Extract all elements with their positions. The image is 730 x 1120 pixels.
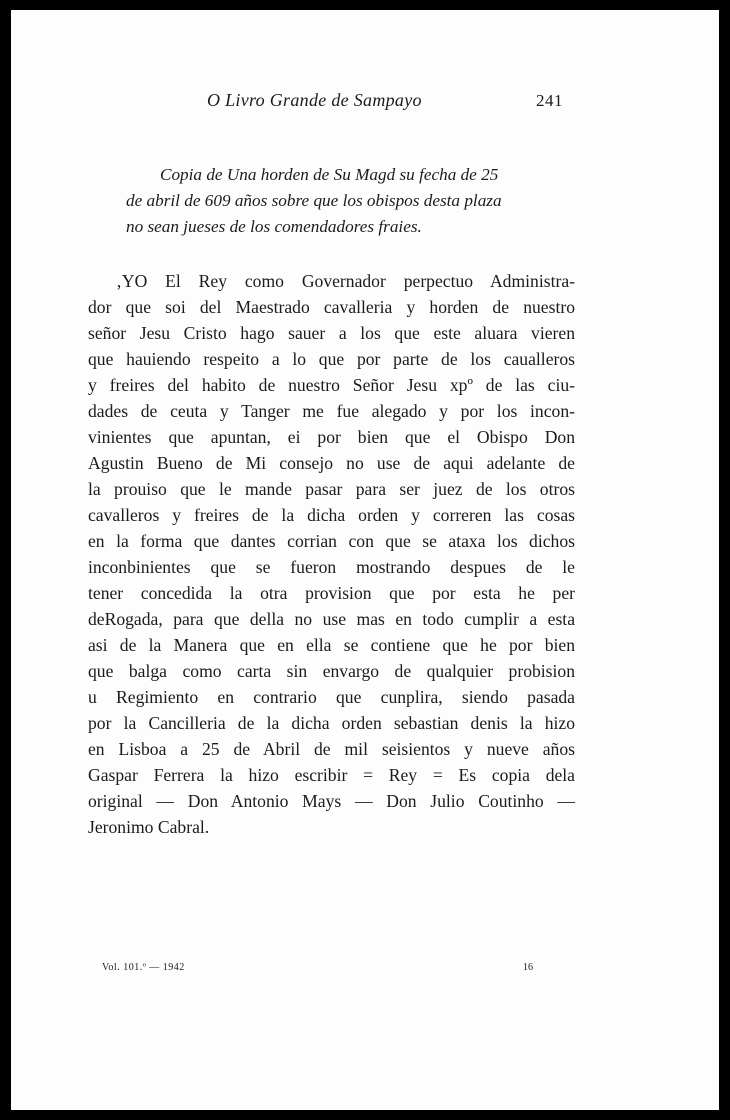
body-line: u Regimiento en contrario que cunplira, siendo pasada bbox=[88, 687, 575, 707]
body-line: vinientes que apuntan, ei por bien que el Obispo Don bbox=[88, 427, 575, 447]
page-number: 241 bbox=[536, 91, 563, 110]
signature-mark: Vol. 101.º — 1942 bbox=[102, 962, 185, 973]
body-line: la prouiso que le mande pasar para ser juez de los otros bbox=[88, 479, 575, 499]
document-heading bbox=[126, 162, 576, 240]
heading-line: no sean jueses de los comendadores fraies. bbox=[126, 217, 422, 236]
body-line: en la forma que dantes corrian con que se ataxa los dichos bbox=[88, 531, 575, 551]
body-line: Agustin Bueno de Mi consejo no use de aqui adelante de bbox=[88, 453, 575, 473]
body-line: inconbinientes que se fueron mostrando despues de le bbox=[88, 557, 575, 577]
heading-line: Copia de Una horden de Su Magd su fecha de 25 bbox=[160, 165, 499, 184]
body-line: dor que soi del Maestrado cavalleria y horden de nuestro bbox=[88, 297, 575, 317]
body-line: y freires del habito de nuestro Señor Jesu xpº de las ciu- bbox=[88, 375, 575, 395]
body-line: que balga como carta sin envargo de qualquier probision bbox=[88, 661, 575, 681]
heading-line: de abril de 609 años sobre que los obispos desta plaza bbox=[126, 191, 502, 210]
running-title: O Livro Grande de Sampayo bbox=[207, 90, 422, 110]
body-line: original — Don Antonio Mays — Don Julio Coutinho — bbox=[88, 791, 575, 811]
document-page bbox=[11, 10, 719, 1110]
body-line: dades de ceuta y Tanger me fue alegado y por los incon- bbox=[88, 401, 575, 421]
body-paragraph bbox=[88, 268, 575, 840]
body-line: señor Jesu Cristo hago sauer a los que este aluara vieren bbox=[88, 323, 575, 343]
body-line: Gaspar Ferrera la hizo escribir = Rey = Es copia dela bbox=[88, 765, 575, 785]
body-line: Jeronimo Cabral. bbox=[88, 817, 210, 837]
body-line: cavalleros y freires de la dicha orden y correren las cosas bbox=[88, 505, 575, 525]
body-line: en Lisboa a 25 de Abril de mil seisientos y nueve años bbox=[88, 739, 575, 759]
body-line: tener concedida la otra provision que por esta he per bbox=[88, 583, 575, 603]
body-line: deRogada, para que della no use mas en todo cumplir a esta bbox=[88, 609, 575, 629]
running-head bbox=[11, 90, 719, 116]
body-line: que hauiendo respeito a lo que por parte de los caualleros bbox=[88, 349, 575, 369]
sheet-number: 16 bbox=[523, 962, 533, 973]
body-line: ‚YO El Rey como Governador perpectuo Administra- bbox=[116, 271, 575, 291]
page-footer bbox=[11, 962, 719, 978]
body-line: asi de la Manera que en ella se contiene que he por bien bbox=[88, 635, 575, 655]
body-line: por la Cancilleria de la dicha orden sebastian denis la hizo bbox=[88, 713, 575, 733]
